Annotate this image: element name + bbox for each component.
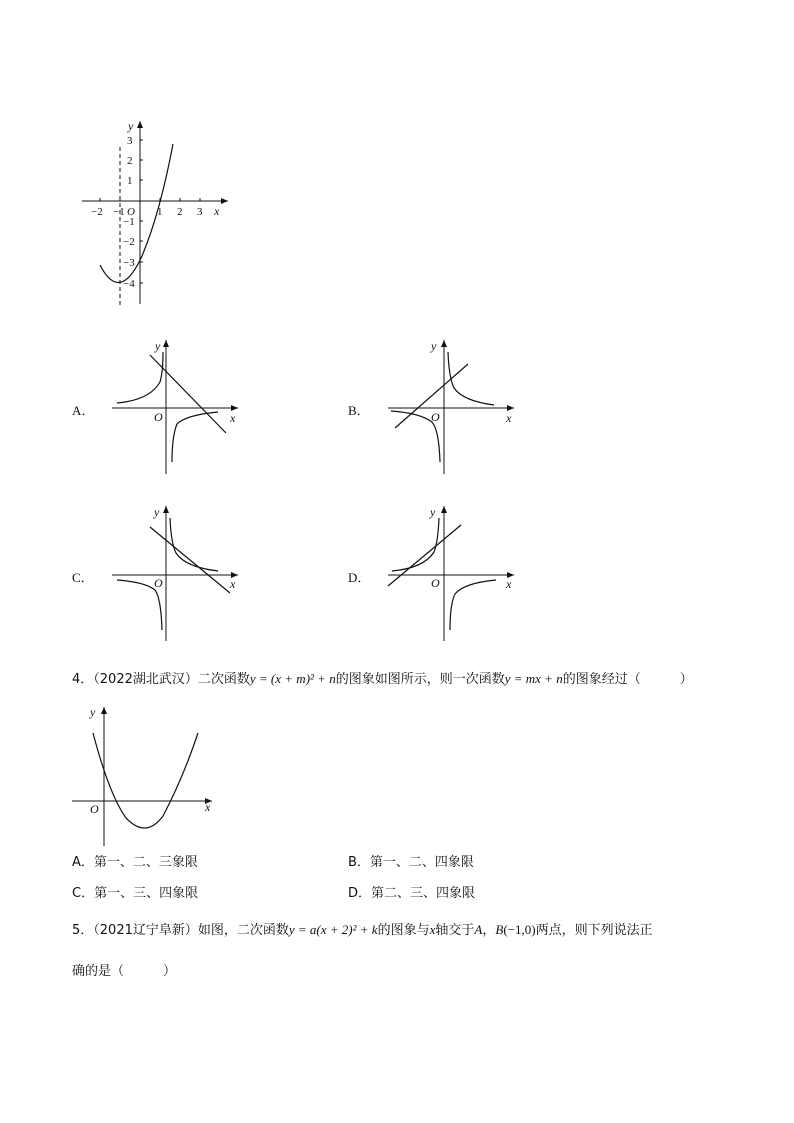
origin-label: O xyxy=(431,410,440,424)
option-b-label[interactable]: B． xyxy=(348,403,370,418)
x-axis-label: x xyxy=(230,577,236,591)
formula: y = a(x + 2)² + k xyxy=(288,922,378,937)
origin-label: O xyxy=(154,410,163,424)
x-axis-label: x xyxy=(214,204,220,218)
x-axis-label: x xyxy=(205,800,211,814)
y-tick-label: −2 xyxy=(123,236,135,248)
formula: y = (x + m)² + n xyxy=(249,671,336,686)
x-tick-label: −1 xyxy=(113,206,125,218)
option-c-graph xyxy=(112,505,238,641)
y-tick-label: 2 xyxy=(127,155,133,167)
option-a-graph xyxy=(112,339,238,474)
y-tick-label: 3 xyxy=(127,135,133,147)
x-tick-label: 2 xyxy=(177,206,183,218)
formula: y = mx + n xyxy=(504,671,563,686)
choice-d[interactable]: D．第二、三、四象限 xyxy=(348,886,476,901)
choice-a[interactable]: A．第一、二、三象限 xyxy=(72,855,198,870)
option-d-label[interactable]: D． xyxy=(348,570,371,585)
x-tick-label: −2 xyxy=(91,206,103,218)
option-c-label[interactable]: C． xyxy=(72,570,94,585)
y-axis-label: y xyxy=(90,705,96,719)
question-5-line-2: 确的是（ ） xyxy=(72,964,177,979)
y-tick-label: −3 xyxy=(123,257,135,269)
question-5: 5．（2021辽宁阜新）如图，二次函数y = a(x + 2)² + k的图象与x轴交于A，B(−1,0)两点，则下列说法正 xyxy=(72,922,653,938)
option-b-graph xyxy=(388,339,514,474)
origin-label: O xyxy=(431,576,440,590)
x-axis-label: x xyxy=(506,577,512,591)
y-axis-label: y xyxy=(431,339,437,353)
x-tick-label: 3 xyxy=(197,206,203,218)
choice-c[interactable]: C．第一、三、四象限 xyxy=(72,886,199,901)
question-4: 4．（2022湖北武汉）二次函数y = (x + m)² + n的图象如图所示，则一次函数y = mx + n的图象经过（ ） xyxy=(72,671,693,687)
y-axis-label: y xyxy=(154,505,160,519)
option-a-label[interactable]: A． xyxy=(72,403,95,418)
origin-label: O xyxy=(90,802,99,816)
origin-label: O xyxy=(154,576,163,590)
y-axis-label: y xyxy=(430,505,436,519)
q4-parabola-figure xyxy=(72,705,212,846)
question-number: 4． xyxy=(72,672,94,687)
choice-b[interactable]: B．第一、二、四象限 xyxy=(348,855,474,870)
question-source: （2021辽宁阜新） xyxy=(93,923,198,938)
y-axis-label: y xyxy=(155,339,161,353)
x-axis-label: x xyxy=(506,411,512,425)
option-d-graph xyxy=(388,505,514,641)
x-tick-label: 1 xyxy=(157,206,163,218)
y-tick-label: −1 xyxy=(123,216,135,228)
y-tick-label: 1 xyxy=(127,175,133,187)
question-number: 5． xyxy=(72,923,94,938)
y-axis-label: y xyxy=(128,119,134,133)
x-axis-label: x xyxy=(230,411,236,425)
origin-label: O xyxy=(127,206,135,218)
y-tick-label: −4 xyxy=(123,278,135,290)
question-source: （2022湖北武汉） xyxy=(93,672,198,687)
